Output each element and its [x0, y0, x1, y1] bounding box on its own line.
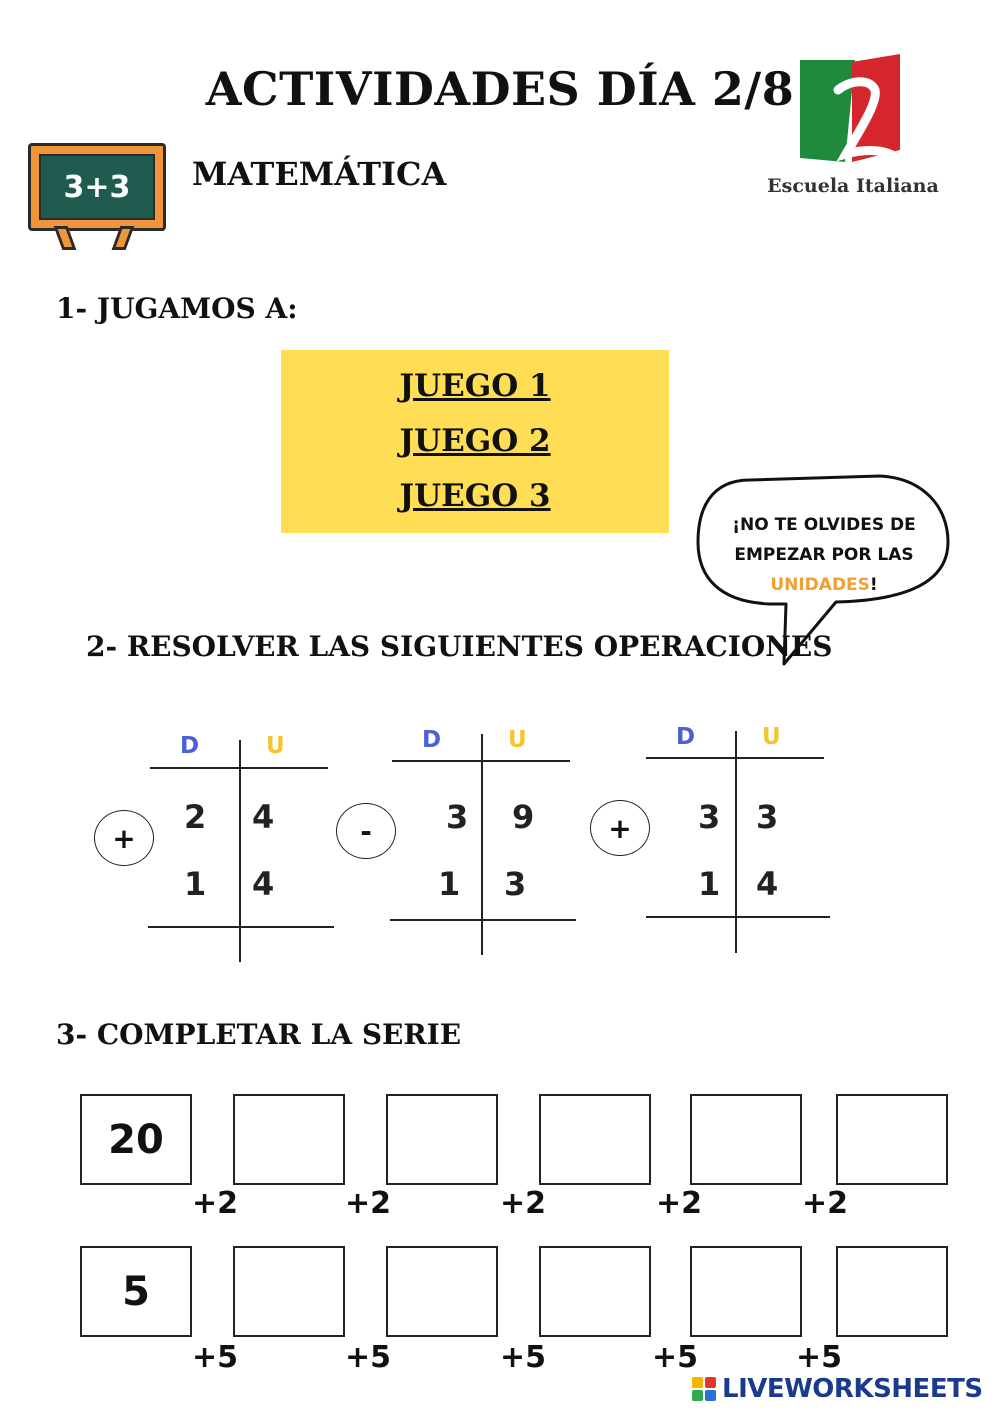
operation-3-col-d: D: [676, 724, 696, 750]
operation-3-result-line: [646, 916, 830, 918]
series-1-answer-5[interactable]: [836, 1094, 948, 1185]
operation-1-b-tens: 1: [184, 865, 207, 903]
operation-1-col-u: U: [266, 733, 285, 759]
operation-3-sign: +: [590, 800, 650, 856]
operation-3-b-units: 4: [756, 865, 779, 903]
series-2-answer-5[interactable]: [836, 1246, 948, 1337]
series-1-start: 20: [80, 1094, 192, 1185]
series-2-step-5: +5: [796, 1340, 843, 1375]
bubble-line-1: ¡NO TE OLVIDES DE: [732, 515, 916, 535]
operation-1-a-units: 4: [252, 798, 275, 836]
bubble-line-3: [712, 570, 936, 600]
series-2-answer-4[interactable]: [690, 1246, 802, 1337]
section3-label: 3- COMPLETAR LA SERIE: [56, 1018, 462, 1051]
operation-2-a-tens: 3: [446, 798, 469, 836]
chalkboard-text: 3+3: [63, 169, 131, 205]
liveworksheets-text: LIVEWORKSHEETS: [722, 1374, 983, 1404]
bubble-line-2: EMPEZAR POR LAS: [734, 545, 914, 565]
operation-2-divider: [481, 734, 483, 955]
operation-1-col-d: D: [180, 733, 200, 759]
bubble-highlight: UNIDADES: [770, 575, 870, 595]
operation-3-a-tens: 3: [698, 798, 721, 836]
series-1-answer-3[interactable]: [539, 1094, 651, 1185]
series-2-step-4: +5: [652, 1340, 699, 1375]
series-1-step-3: +2: [500, 1186, 547, 1221]
chalkboard-icon: [28, 143, 166, 231]
operation-1-sign: +: [94, 810, 154, 866]
operation-1-b-units: 4: [252, 865, 275, 903]
series-1-answer-1[interactable]: [233, 1094, 345, 1185]
operation-1-divider: [239, 740, 241, 962]
liveworksheets-logo-icon: [692, 1377, 716, 1401]
game-link-2[interactable]: JUEGO 2: [399, 423, 551, 459]
page-title: ACTIVIDADES DÍA 2/8: [205, 62, 795, 116]
series-2-answer-1[interactable]: [233, 1246, 345, 1337]
operation-1-result-line: [148, 926, 334, 928]
school-name: Escuela Italiana: [767, 175, 939, 197]
series-2-answer-3[interactable]: [539, 1246, 651, 1337]
operation-2-sign: -: [336, 803, 396, 859]
series-2-answer-2[interactable]: [386, 1246, 498, 1337]
series-2-step-3: +5: [500, 1340, 547, 1375]
games-box: [281, 350, 669, 533]
bubble-suffix: !: [869, 575, 878, 595]
game-link-1[interactable]: JUEGO 1: [399, 368, 551, 404]
series-1-answer-4[interactable]: [690, 1094, 802, 1185]
operation-1-a-tens: 2: [184, 798, 207, 836]
game-link-3[interactable]: JUEGO 3: [399, 478, 551, 514]
operation-2-col-u: U: [508, 727, 527, 753]
operation-3-a-units: 3: [756, 798, 779, 836]
section2-label: 2- RESOLVER LAS SIGUIENTES OPERACIONES: [86, 630, 833, 663]
subject-heading: MATEMÁTICA: [192, 155, 447, 193]
series-1-step-4: +2: [656, 1186, 703, 1221]
bubble-message: [712, 510, 936, 600]
section1-label: 1- JUGAMOS A:: [56, 292, 298, 325]
series-1-step-5: +2: [802, 1186, 849, 1221]
liveworksheets-brand: [692, 1374, 983, 1404]
operation-2-a-units: 9: [512, 798, 535, 836]
series-1-step-2: +2: [345, 1186, 392, 1221]
operation-3-divider: [735, 731, 737, 953]
operation-2-col-d: D: [422, 727, 442, 753]
series-1-answer-2[interactable]: [386, 1094, 498, 1185]
series-2-start: 5: [80, 1246, 192, 1337]
operation-2-result-line: [390, 919, 576, 921]
operation-2-b-tens: 1: [438, 865, 461, 903]
series-2-step-1: +5: [192, 1340, 239, 1375]
series-1-step-1: +2: [192, 1186, 239, 1221]
operation-3-b-tens: 1: [698, 865, 721, 903]
operation-2-b-units: 3: [504, 865, 527, 903]
series-2-step-2: +5: [345, 1340, 392, 1375]
operation-3-col-u: U: [762, 724, 781, 750]
